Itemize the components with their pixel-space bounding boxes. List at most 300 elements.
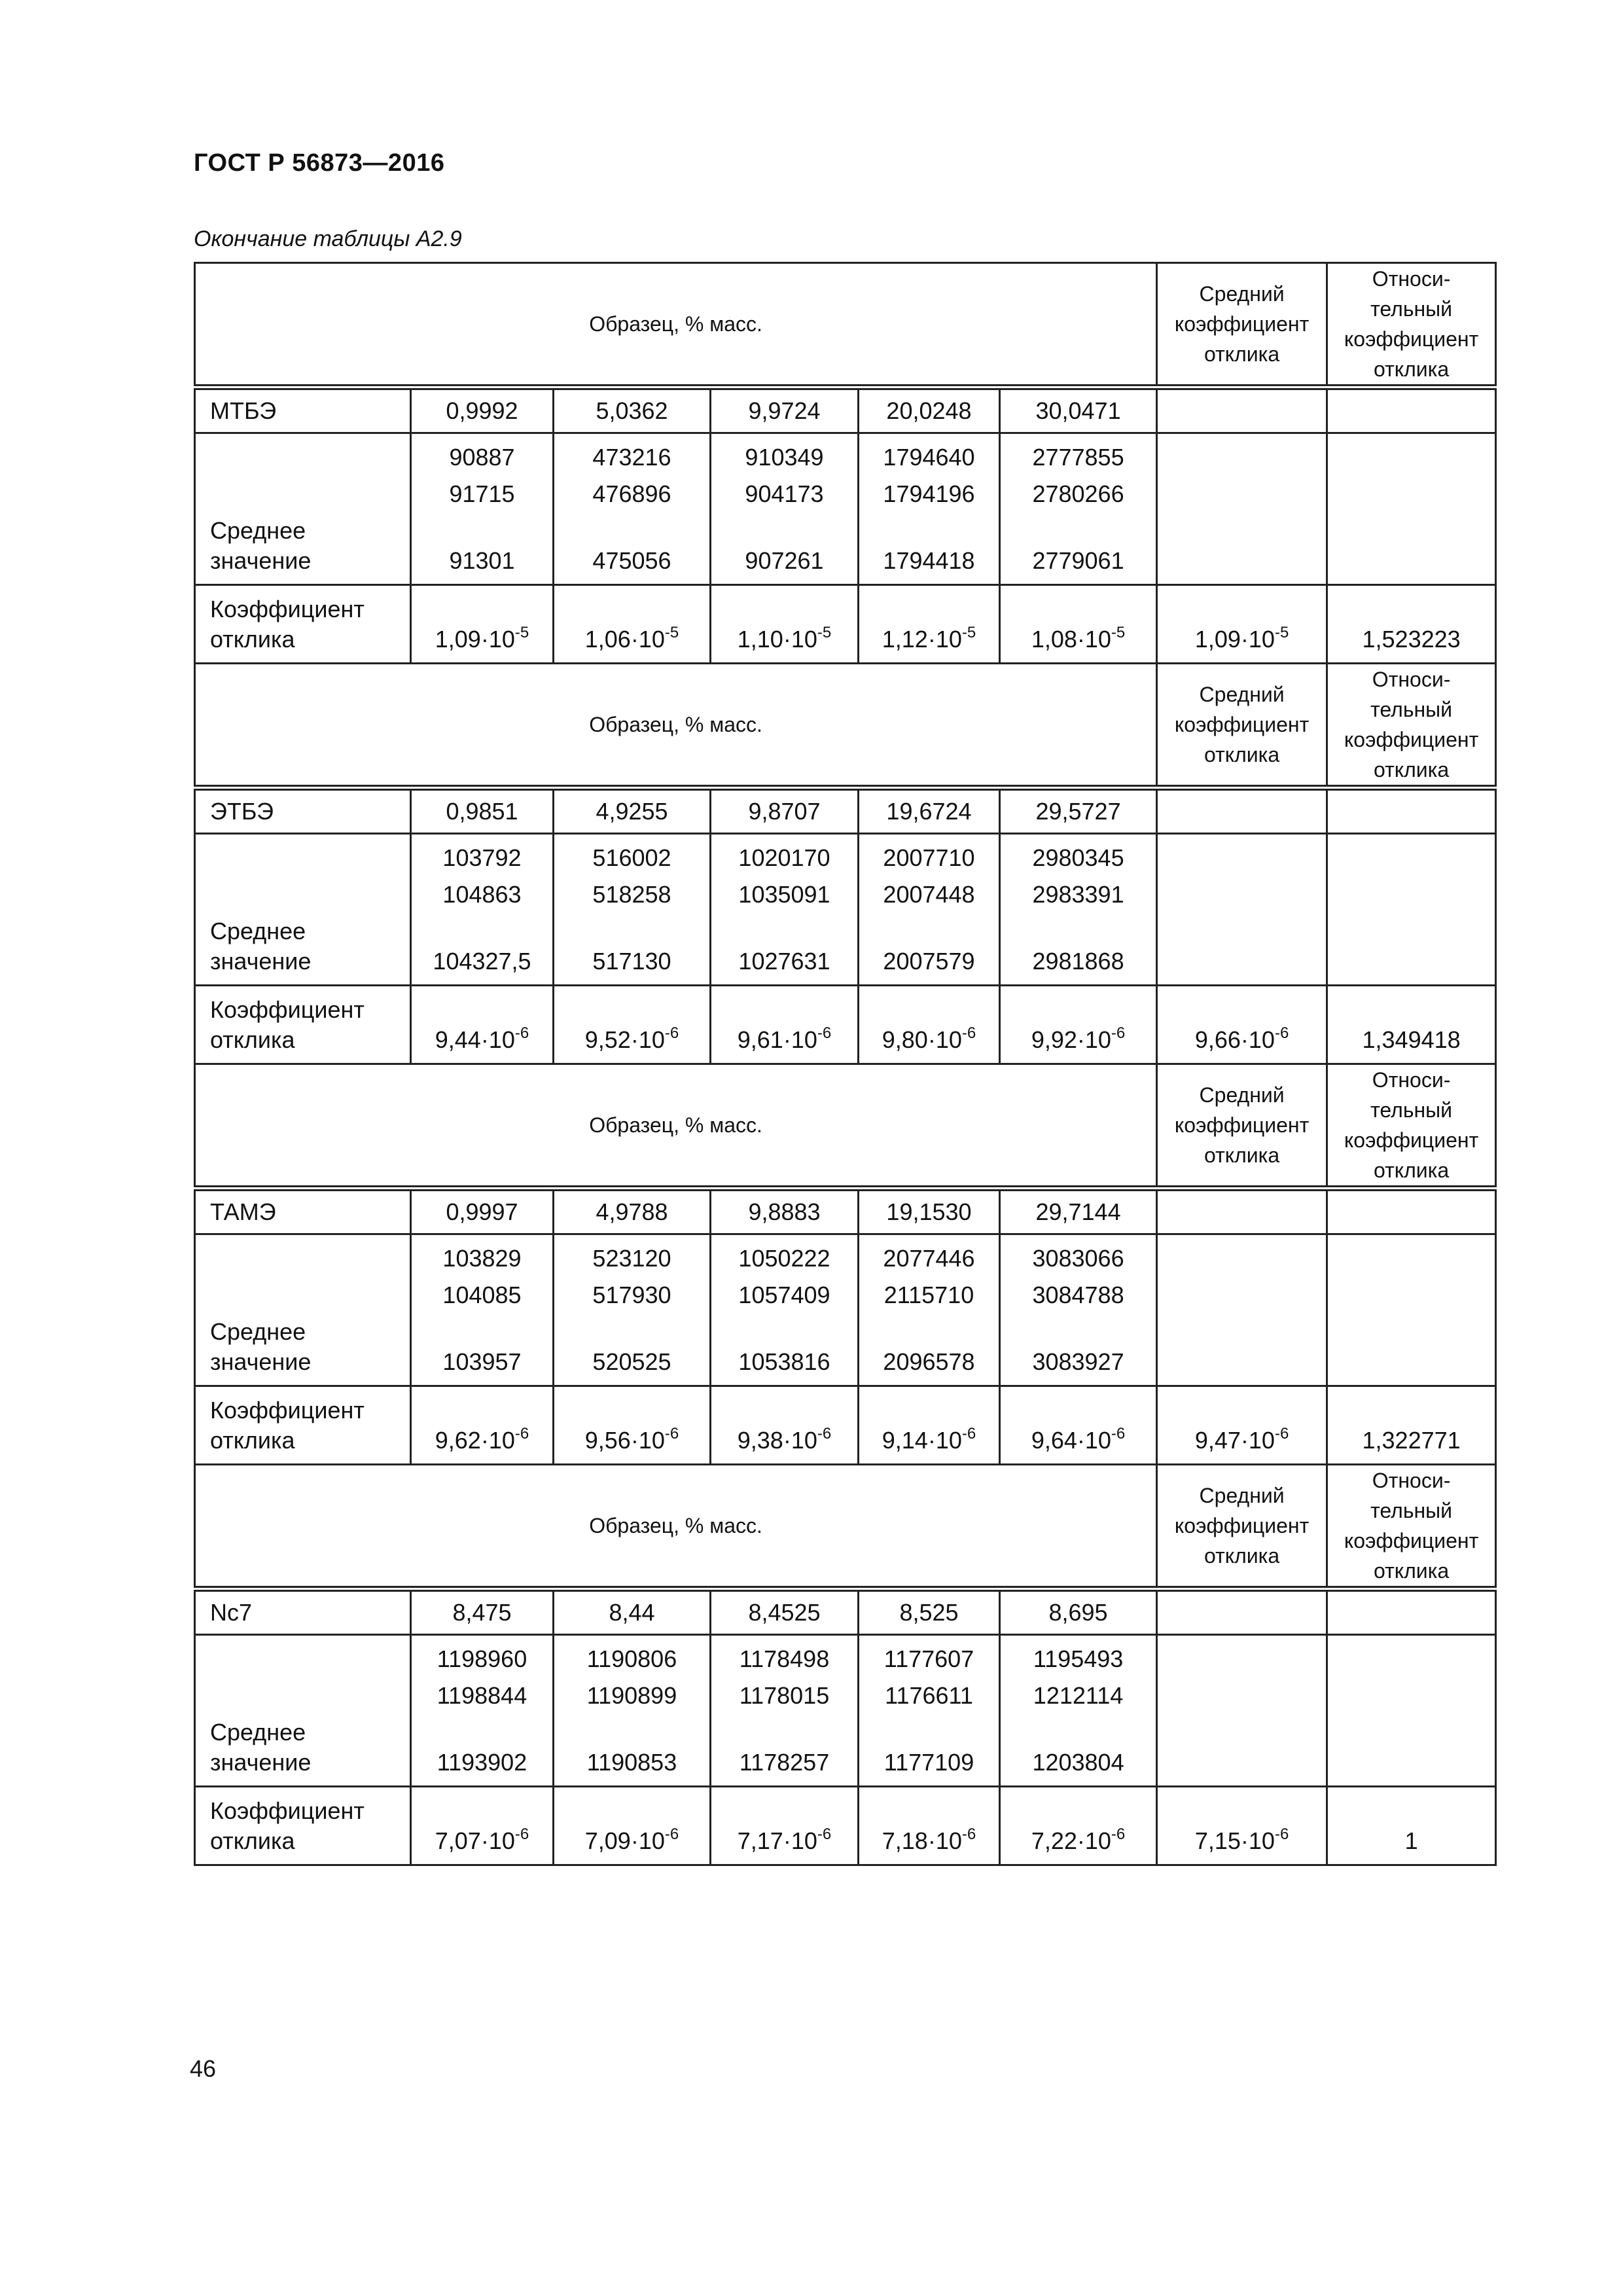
concentration-cell (411, 1589, 554, 1635)
header-rel-coef-cell (1327, 664, 1496, 788)
coef-mantissa: 7,18 (882, 1827, 928, 1854)
area-cell (859, 1635, 1000, 1787)
coef-multiplier: ·10 (480, 626, 515, 653)
area-cell (411, 1635, 554, 1787)
coef-label: Коэффициент отклика (210, 596, 365, 653)
coef-mantissa: 9,44 (435, 1026, 481, 1053)
area-value-2: 2007448 (883, 881, 975, 908)
coef-multiplier: ·10 (783, 1026, 817, 1053)
concentration-cell (1000, 1189, 1157, 1234)
coef-exponent: -6 (817, 1425, 832, 1443)
header-rel-coef-label: Относи- тельный коэффициент отклика (1344, 1068, 1479, 1182)
coef-cell (554, 585, 711, 664)
area-cell (711, 1234, 859, 1386)
mean-label-cell (195, 433, 411, 585)
area-cell (711, 433, 859, 585)
area-cell (1000, 433, 1157, 585)
coef-multiplier: ·10 (1240, 1026, 1275, 1053)
coef-mantissa: 7,07 (435, 1827, 481, 1854)
header-sample-label: Образец, % масс. (589, 1514, 762, 1537)
coef-cell (411, 1386, 554, 1465)
coef-mantissa: 1,06 (584, 626, 631, 653)
area-value-2: 1035091 (738, 881, 830, 908)
coef-exponent: -6 (961, 1825, 976, 1843)
area-value-2: 476896 (592, 480, 671, 507)
coef-row (195, 585, 1496, 664)
area-row (195, 834, 1496, 986)
area-row (195, 1635, 1496, 1787)
coef-cell (411, 1787, 554, 1865)
coef-exponent: -5 (817, 624, 832, 641)
coef-mantissa: 7,22 (1031, 1827, 1077, 1854)
sample-row (195, 387, 1496, 433)
coef-mantissa: 9,56 (584, 1427, 631, 1454)
sample-name: ЭТБЭ (210, 798, 274, 825)
area-value-1: 90887 (449, 444, 515, 471)
coef-cell (1000, 1386, 1157, 1465)
document-id: ГОСТ Р 56873—2016 (194, 149, 445, 177)
mean-value: 2007579 (883, 948, 975, 975)
mean-value: 907261 (745, 547, 824, 574)
area-cell (1000, 1635, 1157, 1787)
mean-value: 475056 (592, 547, 671, 574)
concentration-value: 19,6724 (886, 798, 972, 825)
empty-cell (1157, 1635, 1327, 1787)
empty-cell (1327, 387, 1496, 433)
concentration-cell (859, 788, 1000, 834)
header-sample-label: Образец, % масс. (589, 312, 762, 336)
area-value-1: 516002 (592, 844, 671, 871)
area-value-1: 103829 (442, 1245, 522, 1272)
area-value-2: 1178015 (739, 1682, 830, 1709)
header-row (195, 664, 1496, 788)
area-value-1: 1198960 (437, 1645, 527, 1672)
area-value-2: 1190899 (586, 1682, 677, 1709)
sample-name: МТБЭ (210, 397, 277, 424)
coef-label: Коэффициент отклика (210, 996, 365, 1053)
area-cell (554, 1635, 711, 1787)
coef-multiplier: ·10 (480, 1427, 515, 1454)
concentration-value: 8,695 (1048, 1599, 1108, 1626)
mean-value: 104327,5 (433, 948, 531, 975)
coef-cell (711, 986, 859, 1064)
coef-multiplier: ·10 (1240, 1827, 1275, 1854)
coef-cell (711, 1386, 859, 1465)
sample-name-cell (195, 387, 411, 433)
rel-coef-cell (1327, 1386, 1496, 1465)
concentration-value: 0,9992 (446, 397, 518, 424)
coef-label-cell (195, 585, 411, 664)
coef-exponent: -5 (514, 624, 529, 641)
coef-cell (554, 986, 711, 1064)
empty-cell (1157, 834, 1327, 986)
area-cell (411, 1234, 554, 1386)
area-cell (411, 834, 554, 986)
rel-coef-cell (1327, 1787, 1496, 1865)
header-mean-coef-label: Средний коэффициент отклика (1174, 282, 1310, 366)
concentration-value: 4,9788 (596, 1198, 668, 1225)
mean-label: Среднее значение (210, 517, 312, 574)
concentration-value: 9,9724 (748, 397, 821, 424)
mean-value: 1177109 (883, 1749, 974, 1776)
coef-mantissa: 1,08 (1031, 626, 1077, 653)
area-value-2: 1794196 (883, 480, 975, 507)
concentration-value: 0,9997 (446, 1198, 518, 1225)
header-sample-cell (195, 263, 1157, 387)
coef-cell (859, 1386, 1000, 1465)
sample-name: ТАМЭ (210, 1198, 276, 1225)
concentration-value: 19,1530 (886, 1198, 972, 1225)
area-value-2: 1057409 (738, 1282, 830, 1308)
coef-cell (411, 585, 554, 664)
coef-multiplier: ·10 (1240, 1427, 1275, 1454)
area-value-1: 1020170 (738, 844, 830, 871)
coef-exponent: -6 (817, 1024, 832, 1042)
sample-row (195, 788, 1496, 834)
page-number: 46 (190, 2055, 217, 2082)
mean-value: 1178257 (739, 1749, 830, 1776)
area-value-1: 2077446 (883, 1245, 975, 1272)
area-value-2: 904173 (745, 480, 824, 507)
coef-label-cell (195, 1386, 411, 1465)
concentration-value: 9,8883 (748, 1198, 821, 1225)
header-sample-cell (195, 1465, 1157, 1589)
header-rel-coef-cell (1327, 263, 1496, 387)
area-value-1: 910349 (745, 444, 824, 471)
coef-mantissa: 1,09 (1194, 626, 1241, 653)
empty-cell (1157, 1189, 1327, 1234)
area-value-2: 2780266 (1032, 480, 1124, 507)
concentration-cell (711, 788, 859, 834)
area-row (195, 1234, 1496, 1386)
area-cell (711, 1635, 859, 1787)
area-value-2: 91715 (449, 480, 515, 507)
mean-value: 1203804 (1032, 1749, 1124, 1776)
coef-exponent: -6 (1111, 1024, 1126, 1042)
coef-mantissa: 9,62 (435, 1427, 481, 1454)
coef-multiplier: ·10 (927, 626, 962, 653)
header-rel-coef-cell (1327, 1064, 1496, 1189)
concentration-value: 9,8707 (748, 798, 821, 825)
coef-multiplier: ·10 (480, 1827, 515, 1854)
coef-label-cell (195, 986, 411, 1064)
rel-coef-cell (1327, 585, 1496, 664)
mean-value: 517130 (592, 948, 671, 975)
sample-name-cell (195, 1589, 411, 1635)
coef-exponent: -6 (664, 1024, 679, 1042)
concentration-value: 8,475 (452, 1599, 512, 1626)
header-rel-coef-cell (1327, 1465, 1496, 1589)
concentration-cell (554, 1589, 711, 1635)
header-mean-coef-cell (1157, 263, 1327, 387)
coef-cell (1000, 986, 1157, 1064)
concentration-cell (554, 1189, 711, 1234)
header-rel-coef-label: Относи- тельный коэффициент отклика (1344, 1469, 1479, 1583)
concentration-cell (859, 387, 1000, 433)
header-row (195, 263, 1496, 387)
area-value-2: 1198844 (437, 1682, 527, 1709)
coef-multiplier: ·10 (1077, 1026, 1111, 1053)
area-value-1: 1195493 (1033, 1645, 1124, 1672)
coef-exponent: -6 (514, 1425, 529, 1443)
area-value-1: 1050222 (738, 1245, 830, 1272)
area-value-1: 1794640 (883, 444, 975, 471)
concentration-cell (859, 1589, 1000, 1635)
coef-exponent: -6 (514, 1825, 529, 1843)
coef-mantissa: 7,15 (1194, 1827, 1241, 1854)
coef-mantissa: 9,80 (882, 1026, 928, 1053)
coef-multiplier: ·10 (1077, 626, 1111, 653)
table-caption: Окончание таблицы А2.9 (194, 226, 462, 251)
area-value-2: 2983391 (1032, 881, 1124, 908)
concentration-cell (1000, 788, 1157, 834)
header-sample-cell (195, 1064, 1157, 1189)
rel-coef-value: 1,322771 (1362, 1427, 1461, 1454)
coef-exponent: -5 (961, 624, 976, 641)
area-cell (859, 834, 1000, 986)
area-value-1: 1190806 (586, 1645, 677, 1672)
mean-coef-cell (1157, 1787, 1327, 1865)
empty-cell (1157, 1589, 1327, 1635)
area-value-1: 523120 (592, 1245, 671, 1272)
mean-label-cell (195, 834, 411, 986)
area-value-1: 473216 (592, 444, 671, 471)
mean-value: 1794418 (883, 547, 975, 574)
area-cell (1000, 834, 1157, 986)
concentration-cell (554, 788, 711, 834)
empty-cell (1157, 1234, 1327, 1386)
coef-row (195, 1386, 1496, 1465)
area-value-1: 2777855 (1032, 444, 1124, 471)
concentration-value: 29,7144 (1035, 1198, 1121, 1225)
concentration-value: 30,0471 (1035, 397, 1121, 424)
area-cell (859, 433, 1000, 585)
coef-mantissa: 9,14 (882, 1427, 928, 1454)
coef-cell (554, 1787, 711, 1865)
coef-mantissa: 7,09 (584, 1827, 631, 1854)
coef-mantissa: 9,47 (1194, 1427, 1241, 1454)
concentration-value: 4,9255 (596, 798, 668, 825)
mean-coef-cell (1157, 1386, 1327, 1465)
concentration-value: 5,0362 (596, 397, 668, 424)
mean-label: Среднее значение (210, 1318, 312, 1375)
area-value-2: 104085 (442, 1282, 522, 1308)
area-cell (411, 433, 554, 585)
coef-exponent: -6 (817, 1825, 832, 1843)
area-value-1: 1178498 (739, 1645, 830, 1672)
coef-exponent: -6 (1111, 1825, 1126, 1843)
coef-mantissa: 1,12 (882, 626, 928, 653)
mean-value: 2981868 (1032, 948, 1124, 975)
coef-multiplier: ·10 (1077, 1827, 1111, 1854)
area-value-2: 518258 (592, 881, 671, 908)
mean-value: 2779061 (1032, 547, 1124, 574)
mean-value: 91301 (449, 547, 515, 574)
mean-value: 520525 (592, 1348, 671, 1375)
mean-coef-cell (1157, 585, 1327, 664)
empty-cell (1327, 433, 1496, 585)
header-sample-label: Образец, % масс. (589, 713, 762, 736)
coef-row (195, 986, 1496, 1064)
coef-multiplier: ·10 (1240, 626, 1275, 653)
coef-cell (859, 1787, 1000, 1865)
rel-coef-value: 1 (1404, 1827, 1418, 1854)
coef-multiplier: ·10 (480, 1026, 515, 1053)
concentration-cell (1000, 1589, 1157, 1635)
empty-cell (1157, 788, 1327, 834)
mean-value: 1193902 (437, 1749, 527, 1776)
coef-multiplier: ·10 (630, 626, 665, 653)
coef-exponent: -6 (961, 1425, 976, 1443)
empty-cell (1327, 1589, 1496, 1635)
empty-cell (1327, 1635, 1496, 1787)
coef-exponent: -6 (961, 1024, 976, 1042)
coef-exponent: -5 (1274, 624, 1289, 641)
concentration-cell (711, 387, 859, 433)
area-value-2: 1176611 (885, 1682, 973, 1709)
coef-cell (859, 585, 1000, 664)
rel-coef-value: 1,349418 (1362, 1026, 1461, 1053)
mean-label-cell (195, 1234, 411, 1386)
concentration-cell (411, 788, 554, 834)
concentration-value: 8,4525 (748, 1599, 821, 1626)
coef-multiplier: ·10 (927, 1427, 962, 1454)
area-value-1: 103792 (442, 844, 522, 871)
empty-cell (1327, 1234, 1496, 1386)
empty-cell (1157, 433, 1327, 585)
mean-label: Среднее значение (210, 1719, 312, 1776)
concentration-cell (1000, 387, 1157, 433)
area-row (195, 433, 1496, 585)
area-cell (711, 834, 859, 986)
area-value-2: 3084788 (1032, 1282, 1124, 1308)
coef-mantissa: 7,17 (737, 1827, 783, 1854)
coef-mantissa: 9,64 (1031, 1427, 1077, 1454)
mean-value: 1027631 (738, 948, 830, 975)
area-cell (554, 834, 711, 986)
sample-name-cell (195, 1189, 411, 1234)
coef-mantissa: 9,61 (737, 1026, 783, 1053)
area-cell (859, 1234, 1000, 1386)
coef-cell (554, 1386, 711, 1465)
coef-cell (711, 1787, 859, 1865)
area-value-2: 2115710 (883, 1282, 974, 1308)
coef-multiplier: ·10 (630, 1026, 665, 1053)
mean-value: 1190853 (586, 1749, 677, 1776)
coef-multiplier: ·10 (783, 1427, 817, 1454)
header-mean-coef-cell (1157, 664, 1327, 788)
concentration-cell (554, 387, 711, 433)
coef-exponent: -6 (664, 1825, 679, 1843)
coef-multiplier: ·10 (783, 1827, 817, 1854)
concentration-value: 0,9851 (446, 798, 518, 825)
concentration-cell (411, 387, 554, 433)
sample-row (195, 1189, 1496, 1234)
area-cell (554, 433, 711, 585)
coef-multiplier: ·10 (1077, 1427, 1111, 1454)
coef-mantissa: 9,52 (584, 1026, 631, 1053)
coef-multiplier: ·10 (630, 1427, 665, 1454)
coef-mantissa: 1,09 (435, 626, 481, 653)
area-value-1: 2980345 (1032, 844, 1124, 871)
sample-name-cell (195, 788, 411, 834)
area-value-1: 3083066 (1032, 1245, 1124, 1272)
empty-cell (1327, 1189, 1496, 1234)
header-mean-coef-label: Средний коэффициент отклика (1174, 1484, 1310, 1568)
header-mean-coef-cell (1157, 1064, 1327, 1189)
coef-mantissa: 9,38 (737, 1427, 783, 1454)
mean-label: Среднее значение (210, 918, 312, 975)
header-sample-cell (195, 664, 1157, 788)
header-row (195, 1064, 1496, 1189)
coef-multiplier: ·10 (927, 1827, 962, 1854)
coef-label: Коэффициент отклика (210, 1397, 365, 1454)
coefficient-table (194, 262, 1497, 1866)
coef-exponent: -6 (1274, 1825, 1289, 1843)
coef-multiplier: ·10 (927, 1026, 962, 1053)
coef-cell (411, 986, 554, 1064)
mean-value: 103957 (442, 1348, 522, 1375)
empty-cell (1327, 834, 1496, 986)
concentration-value: 29,5727 (1035, 798, 1121, 825)
coef-mantissa: 9,92 (1031, 1026, 1077, 1053)
concentration-cell (711, 1589, 859, 1635)
area-value-1: 1177607 (883, 1645, 974, 1672)
rel-coef-value: 1,523223 (1362, 626, 1461, 653)
empty-cell (1157, 387, 1327, 433)
coef-multiplier: ·10 (630, 1827, 665, 1854)
coef-label-cell (195, 1787, 411, 1865)
area-value-2: 517930 (592, 1282, 671, 1308)
mean-value: 2096578 (883, 1348, 975, 1375)
coef-row (195, 1787, 1496, 1865)
coef-exponent: -6 (664, 1425, 679, 1443)
coef-exponent: -5 (664, 624, 679, 641)
header-mean-coef-label: Средний коэффициент отклика (1174, 683, 1310, 766)
coef-multiplier: ·10 (783, 626, 817, 653)
mean-value: 3083927 (1032, 1348, 1124, 1375)
concentration-cell (859, 1189, 1000, 1234)
area-value-2: 104863 (442, 881, 522, 908)
coef-cell (711, 585, 859, 664)
rel-coef-cell (1327, 986, 1496, 1064)
header-rel-coef-label: Относи- тельный коэффициент отклика (1344, 267, 1479, 381)
coef-cell (1000, 585, 1157, 664)
coef-exponent: -6 (1274, 1425, 1289, 1443)
concentration-value: 8,44 (609, 1599, 655, 1626)
sample-row (195, 1589, 1496, 1635)
coef-exponent: -6 (1111, 1425, 1126, 1443)
area-cell (1000, 1234, 1157, 1386)
header-sample-label: Образец, % масс. (589, 1113, 762, 1137)
table-body (195, 263, 1496, 1865)
coef-exponent: -6 (514, 1024, 529, 1042)
area-value-2: 1212114 (1033, 1682, 1124, 1709)
sample-name: Nc7 (210, 1599, 253, 1626)
header-rel-coef-label: Относи- тельный коэффициент отклика (1344, 668, 1479, 781)
coef-label: Коэффициент отклика (210, 1797, 365, 1854)
empty-cell (1327, 788, 1496, 834)
header-mean-coef-cell (1157, 1465, 1327, 1589)
area-cell (554, 1234, 711, 1386)
header-row (195, 1465, 1496, 1589)
area-value-1: 2007710 (883, 844, 975, 871)
coef-mantissa: 1,10 (737, 626, 783, 653)
coef-mantissa: 9,66 (1194, 1026, 1241, 1053)
coef-exponent: -5 (1111, 624, 1126, 641)
concentration-value: 20,0248 (886, 397, 972, 424)
concentration-value: 8,525 (899, 1599, 959, 1626)
